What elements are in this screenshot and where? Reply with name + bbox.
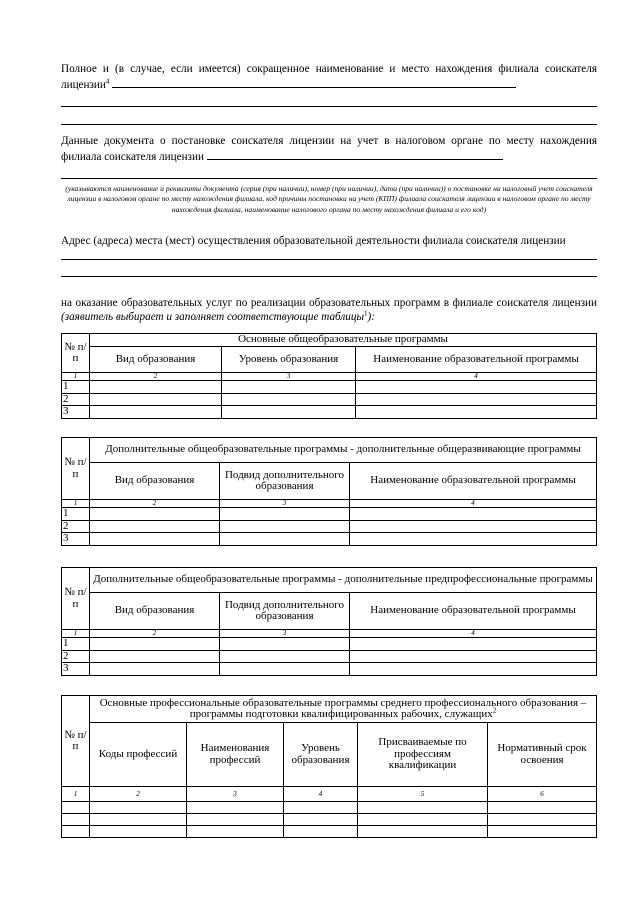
col-index: 2 (90, 373, 222, 381)
row-number: 3 (62, 533, 90, 546)
additional-general-developing-table (61, 437, 597, 546)
table-cell[interactable] (90, 381, 222, 394)
table-cell[interactable] (356, 406, 597, 419)
intro-hint-end: ): (367, 310, 375, 323)
table-cell[interactable] (350, 638, 597, 651)
table-cell[interactable] (350, 650, 597, 663)
table-title (90, 696, 597, 723)
table-cell[interactable] (220, 650, 350, 663)
col-header: Наименования профессий (187, 723, 284, 787)
col-index: 4 (356, 373, 597, 381)
table-cell[interactable] (358, 826, 488, 838)
table-cell[interactable] (90, 638, 220, 651)
row-number: 1 (62, 508, 90, 521)
table-cell[interactable] (358, 814, 488, 826)
table-cell[interactable] (222, 381, 356, 394)
tax-doc-field[interactable] (207, 149, 503, 160)
branch-name-label (61, 63, 597, 92)
table-cell[interactable] (62, 814, 90, 826)
table-title-text: Основные профессиональные образовательные программы среднего профессионального образования – программы подготовки квалифицированных рабочих, служащих (99, 696, 587, 720)
row-number: 2 (62, 393, 90, 406)
table-cell[interactable] (284, 802, 358, 814)
table-cell[interactable] (222, 406, 356, 419)
table-cell[interactable] (90, 508, 220, 521)
address-label: Адрес (адреса) места (мест) осуществления образовательной деятельности филиала соискателя лицензии (61, 235, 566, 247)
col-index: 6 (488, 787, 597, 802)
address-line[interactable] (61, 276, 597, 277)
table-cell[interactable] (62, 826, 90, 838)
col-header: Подвид дополнительного образования (220, 463, 350, 500)
intro-text (61, 297, 597, 324)
table-row (62, 406, 597, 419)
table-cell[interactable] (356, 393, 597, 406)
col-index: 1 (62, 500, 90, 508)
col-index: 1 (62, 787, 90, 802)
table-cell[interactable] (220, 663, 350, 676)
footnote-ref: 4 (105, 76, 110, 85)
table-row (62, 520, 597, 533)
table-row (62, 814, 597, 826)
table-row (62, 533, 597, 546)
row-number: 3 (62, 406, 90, 419)
col-index: 4 (350, 630, 597, 638)
col-index: 1 (62, 630, 90, 638)
col-index: 3 (222, 373, 356, 381)
table-cell[interactable] (220, 638, 350, 651)
table-cell[interactable] (488, 802, 597, 814)
table-cell[interactable] (90, 814, 187, 826)
table-cell[interactable] (62, 802, 90, 814)
table-cell[interactable] (90, 802, 187, 814)
table-cell[interactable] (220, 520, 350, 533)
table-cell[interactable] (90, 393, 222, 406)
table-cell[interactable] (488, 814, 597, 826)
basic-general-programs-table (61, 333, 597, 419)
col-index: 2 (90, 500, 220, 508)
table-cell[interactable] (90, 826, 187, 838)
footnote-ref: 2 (492, 706, 497, 715)
table-row (62, 393, 597, 406)
num-header: № п/п (62, 696, 90, 787)
table-row (62, 663, 597, 676)
table-cell[interactable] (90, 650, 220, 663)
tax-doc-hint: (указываются наименование и реквизиты документа (серия (при наличии), номер (при наличии), дата (при наличии)) о постановке на налоговый учет соискателя лицензии в налоговом органе по месту нахождения филиала, код причины постановки на учет (КПП) филиала соискателя лицензии в налоговом органе по месту нахождения филиала, наименование налогового органа по месту нахождения филиала и его код) (65, 184, 593, 214)
row-number: 2 (62, 520, 90, 533)
table-cell[interactable] (187, 802, 284, 814)
col-index: 4 (350, 500, 597, 508)
table-title: Дополнительные общеобразовательные программы - дополнительные общеразвивающие программы (90, 438, 597, 463)
col-header: Вид образования (90, 347, 222, 373)
table-cell[interactable] (350, 663, 597, 676)
table-cell[interactable] (187, 826, 284, 838)
col-header: Нормативный срок освоения (488, 723, 597, 787)
col-index: 3 (220, 500, 350, 508)
table-cell[interactable] (187, 814, 284, 826)
intro-hint: (заявитель выбирает и заполняет соответствующие таблицы (61, 310, 365, 323)
intro-main: на оказание образовательных услуг по реализации образовательных программ в филиале соискателя лицензии (61, 297, 597, 309)
table-cell[interactable] (90, 533, 220, 546)
row-number: 1 (62, 638, 90, 651)
col-index: 5 (358, 787, 488, 802)
col-header: Присваиваемые по профессиям квалификации (358, 723, 488, 787)
col-header: Вид образования (90, 593, 220, 630)
table-cell[interactable] (220, 533, 350, 546)
num-header: № п/п (62, 568, 90, 630)
col-header: Коды профессий (90, 723, 187, 787)
table-cell[interactable] (488, 826, 597, 838)
num-header: № п/п (62, 438, 90, 500)
table-cell[interactable] (222, 393, 356, 406)
branch-name-text: Полное и (в случае, если имеется) сокращенное наименование и место нахождения филиала соискателя лицензии (61, 63, 597, 91)
table-cell[interactable] (350, 520, 597, 533)
branch-name-field[interactable] (112, 77, 516, 88)
col-index: 3 (220, 630, 350, 638)
table-title: Дополнительные общеобразовательные программы - дополнительные предпрофессиональные программы (90, 568, 597, 593)
col-index: 1 (62, 373, 90, 381)
branch-name-line[interactable] (61, 124, 597, 125)
table-row (62, 650, 597, 663)
vocational-programs-table (61, 695, 597, 838)
table-cell[interactable] (350, 533, 597, 546)
table-row (62, 508, 597, 521)
row-number: 2 (62, 650, 90, 663)
col-index: 4 (284, 787, 358, 802)
additional-preprofessional-table (61, 567, 597, 676)
table-cell[interactable] (358, 802, 488, 814)
footnote-ref: 1 (364, 308, 368, 317)
col-header: Вид образования (90, 463, 220, 500)
col-header: Уровень образования (222, 347, 356, 373)
col-index: 2 (90, 787, 187, 802)
tax-doc-line[interactable] (61, 178, 597, 179)
col-index: 2 (90, 630, 220, 638)
col-index: 3 (187, 787, 284, 802)
address-line[interactable] (61, 259, 597, 260)
row-number: 1 (62, 381, 90, 394)
col-header: Наименование образовательной программы (350, 593, 597, 630)
col-header: Уровень образования (284, 723, 358, 787)
row-number: 3 (62, 663, 90, 676)
table-title: Основные общеобразовательные программы (90, 334, 597, 347)
tax-doc-text: Данные документа о постановке соискателя лицензии на учет в налоговом органе по месту нахождения филиала соискателя лицензии (61, 135, 597, 163)
table-cell[interactable] (90, 406, 222, 419)
table-row (62, 826, 597, 838)
table-row (62, 381, 597, 394)
table-row (62, 802, 597, 814)
table-cell[interactable] (220, 508, 350, 521)
table-cell[interactable] (284, 826, 358, 838)
col-header: Подвид дополнительного образования (220, 593, 350, 630)
col-header: Наименование образовательной программы (350, 463, 597, 500)
branch-name-line[interactable] (61, 106, 597, 107)
table-cell[interactable] (90, 520, 220, 533)
col-header: Наименование образовательной программы (356, 347, 597, 373)
num-header: № п/п (62, 334, 90, 373)
table-cell[interactable] (90, 663, 220, 676)
table-cell[interactable] (284, 814, 358, 826)
tax-doc-label (61, 135, 597, 164)
table-cell[interactable] (356, 381, 597, 394)
table-cell[interactable] (350, 508, 597, 521)
table-row (62, 638, 597, 651)
